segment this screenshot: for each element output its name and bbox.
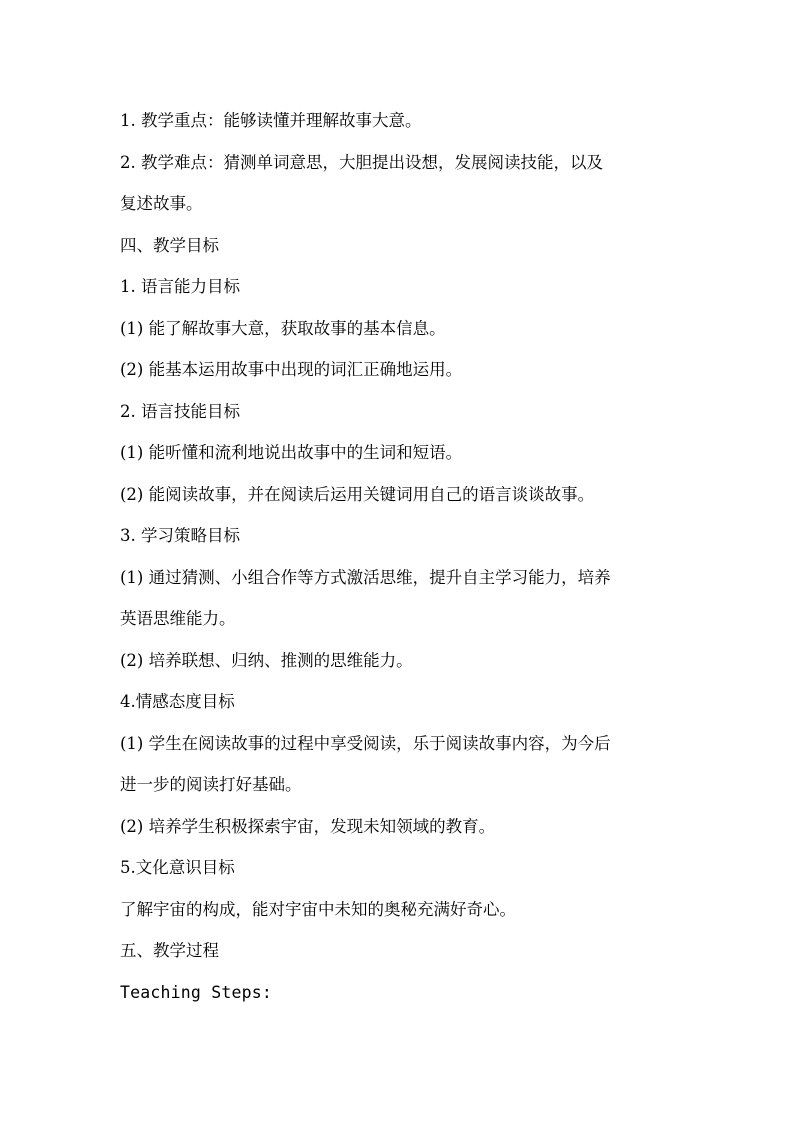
paragraph-line: (2) 培养联想、归纳、推测的思维能力。 (120, 650, 413, 670)
subheading-emotional-attitude: 4.情感态度目标 (120, 692, 235, 711)
paragraph-line-continued: 进一步的阅读打好基础。 (120, 775, 302, 794)
difficulty-line-continued: 复述故事。 (120, 194, 203, 213)
paragraph-line: (1) 通过猜测、小组合作等方式激活思维，提升自主学习能力，培养 (120, 567, 611, 587)
section-heading-process: 五、教学过程 (120, 941, 219, 960)
teaching-steps-label: Teaching Steps: (120, 982, 273, 1002)
subheading-cultural-awareness: 5.文化意识目标 (120, 858, 235, 877)
paragraph-line-continued: 英语思维能力。 (120, 609, 236, 628)
paragraph-line: (2) 培养学生积极探索宇宙，发现未知领域的教育。 (120, 816, 496, 836)
difficulty-line: 2. 教学难点：猜测单词意思，大胆提出设想，发展阅读技能，以及 (120, 152, 603, 172)
paragraph-line: (2) 能阅读故事，并在阅读后运用关键词用自己的语言谈谈故事。 (120, 484, 595, 504)
subheading-language-ability: 1. 语言能力目标 (120, 277, 240, 296)
paragraph-line: (1) 能了解故事大意，获取故事的基本信息。 (120, 318, 446, 338)
section-heading-objectives: 四、教学目标 (120, 235, 219, 255)
subheading-learning-strategy: 3. 学习策略目标 (120, 526, 240, 545)
key-point-line: 1. 教学重点：能够读懂并理解故事大意。 (120, 111, 422, 130)
paragraph-line: 了解宇宙的构成，能对宇宙中未知的奥秘充满好奇心。 (120, 899, 516, 919)
document-body (120, 100, 680, 1013)
paragraph-line: (2) 能基本运用故事中出现的词汇正确地运用。 (120, 360, 463, 379)
subheading-language-skills: 2. 语言技能目标 (120, 401, 240, 421)
paragraph-line: (1) 学生在阅读故事的过程中享受阅读，乐于阅读故事内容，为今后 (120, 733, 611, 753)
paragraph-line: (1) 能听懂和流利地说出故事中的生词和短语。 (120, 443, 463, 462)
